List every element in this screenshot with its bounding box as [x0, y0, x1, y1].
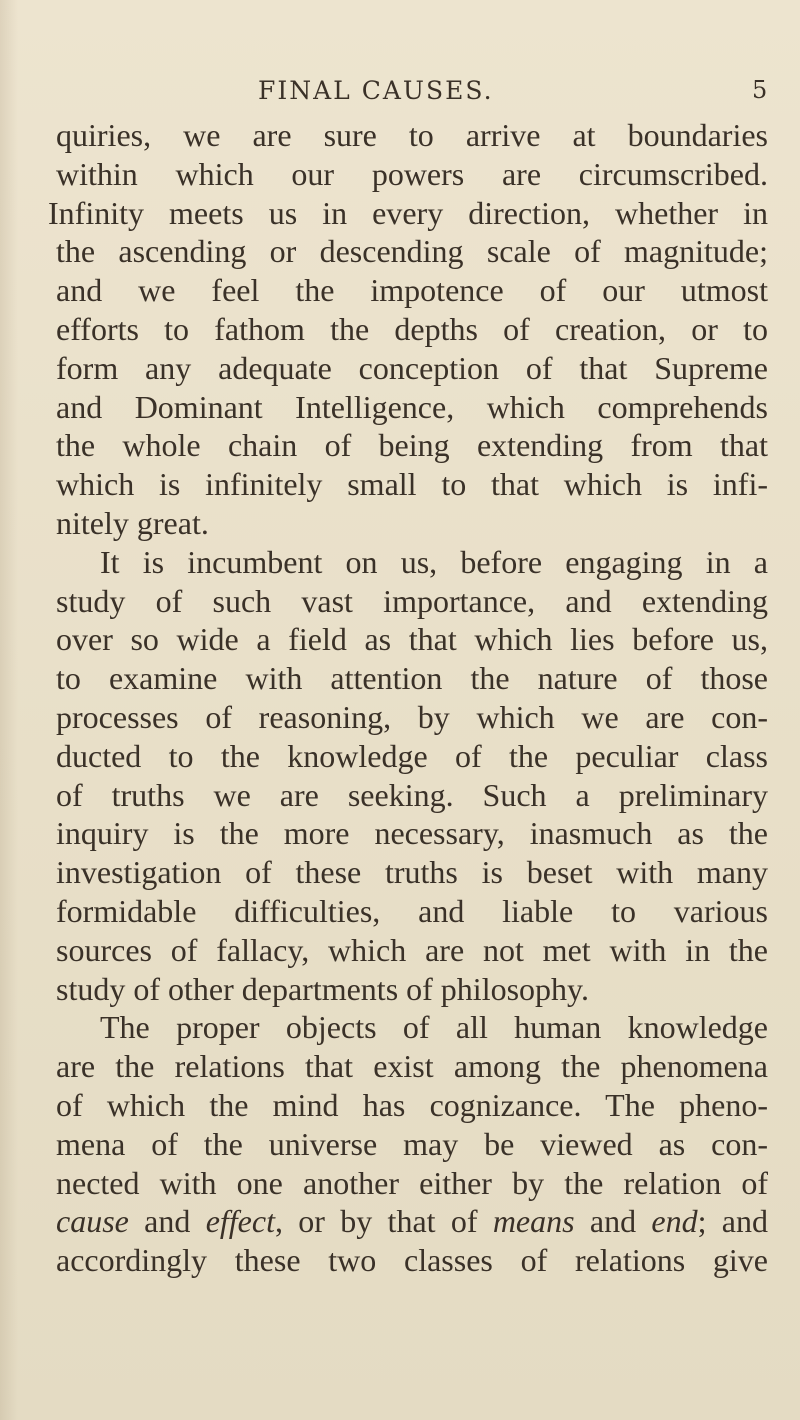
text-line: are the relations that exist among the phenomena	[56, 1048, 768, 1085]
text-line: quiries, we are sure to arrive at boundaries	[56, 117, 768, 153]
text-line: which is infinitely small to that which is infi-	[56, 466, 768, 503]
page-gutter-shadow	[0, 0, 18, 1420]
text-line: within which our powers are circumscribed.	[56, 155, 768, 192]
text-line: the whole chain of being extending from that	[56, 427, 768, 464]
body-text	[48, 116, 768, 1280]
italic-word: effect	[205, 1203, 275, 1240]
text-line: efforts to fathom the depths of creation, or to	[56, 310, 768, 347]
running-head: FINAL CAUSES.	[258, 76, 494, 105]
paragraph-1	[48, 116, 768, 543]
text-line: to examine with attention the nature of those	[56, 660, 768, 697]
text-line: the ascending or descending scale of magnitude;	[56, 233, 768, 270]
line-fragment: , or by that of	[274, 1203, 493, 1240]
text-line: nitely great.	[56, 504, 209, 541]
page-header	[0, 76, 800, 106]
italic-word: cause	[56, 1203, 129, 1240]
text-line: study of other departments of philosophy.	[56, 970, 589, 1007]
text-line: sources of fallacy, which are not met with in the	[56, 931, 768, 968]
text-line: ducted to the knowledge of the peculiar class	[56, 737, 768, 774]
paragraph-2	[56, 543, 768, 1009]
italic-word: means	[492, 1203, 575, 1240]
text-line: study of such vast importance, and extending	[56, 582, 768, 619]
text-line: nected with one another either by the relation of	[56, 1164, 768, 1201]
line-fragment: ; and	[697, 1203, 768, 1240]
text-line: processes of reasoning, by which we are con-	[56, 698, 768, 735]
text-line: mena of the universe may be viewed as con-	[56, 1125, 768, 1162]
text-line-with-italics	[56, 1202, 768, 1241]
text-line: The proper objects of all human knowledge	[100, 1009, 768, 1046]
text-line: Infinity meets us in every direction, whether in	[48, 194, 768, 231]
text-line: and we feel the impotence of our utmost	[56, 272, 768, 309]
text-line: inquiry is the more necessary, inasmuch as the	[56, 815, 768, 852]
italic-word: end	[651, 1203, 698, 1240]
text-line: of truths we are seeking. Such a preliminary	[56, 776, 768, 813]
text-line: accordingly these two classes of relations give	[56, 1242, 768, 1279]
text-line: formidable difficulties, and liable to various	[56, 892, 768, 929]
text-line: over so wide a field as that which lies before us,	[56, 621, 768, 658]
text-line: and Dominant Intelligence, which comprehends	[56, 388, 768, 425]
text-line: of which the mind has cognizance. The pheno-	[56, 1086, 768, 1123]
line-fragment: and	[574, 1203, 652, 1240]
text-line: form any adequate conception of that Supreme	[56, 349, 768, 386]
page-number: 5	[752, 76, 768, 104]
line-fragment: and	[128, 1203, 206, 1240]
paragraph-3	[56, 1008, 768, 1280]
text-line: It is incumbent on us, before engaging in a	[100, 543, 768, 580]
text-line: investigation of these truths is beset with many	[56, 854, 768, 891]
